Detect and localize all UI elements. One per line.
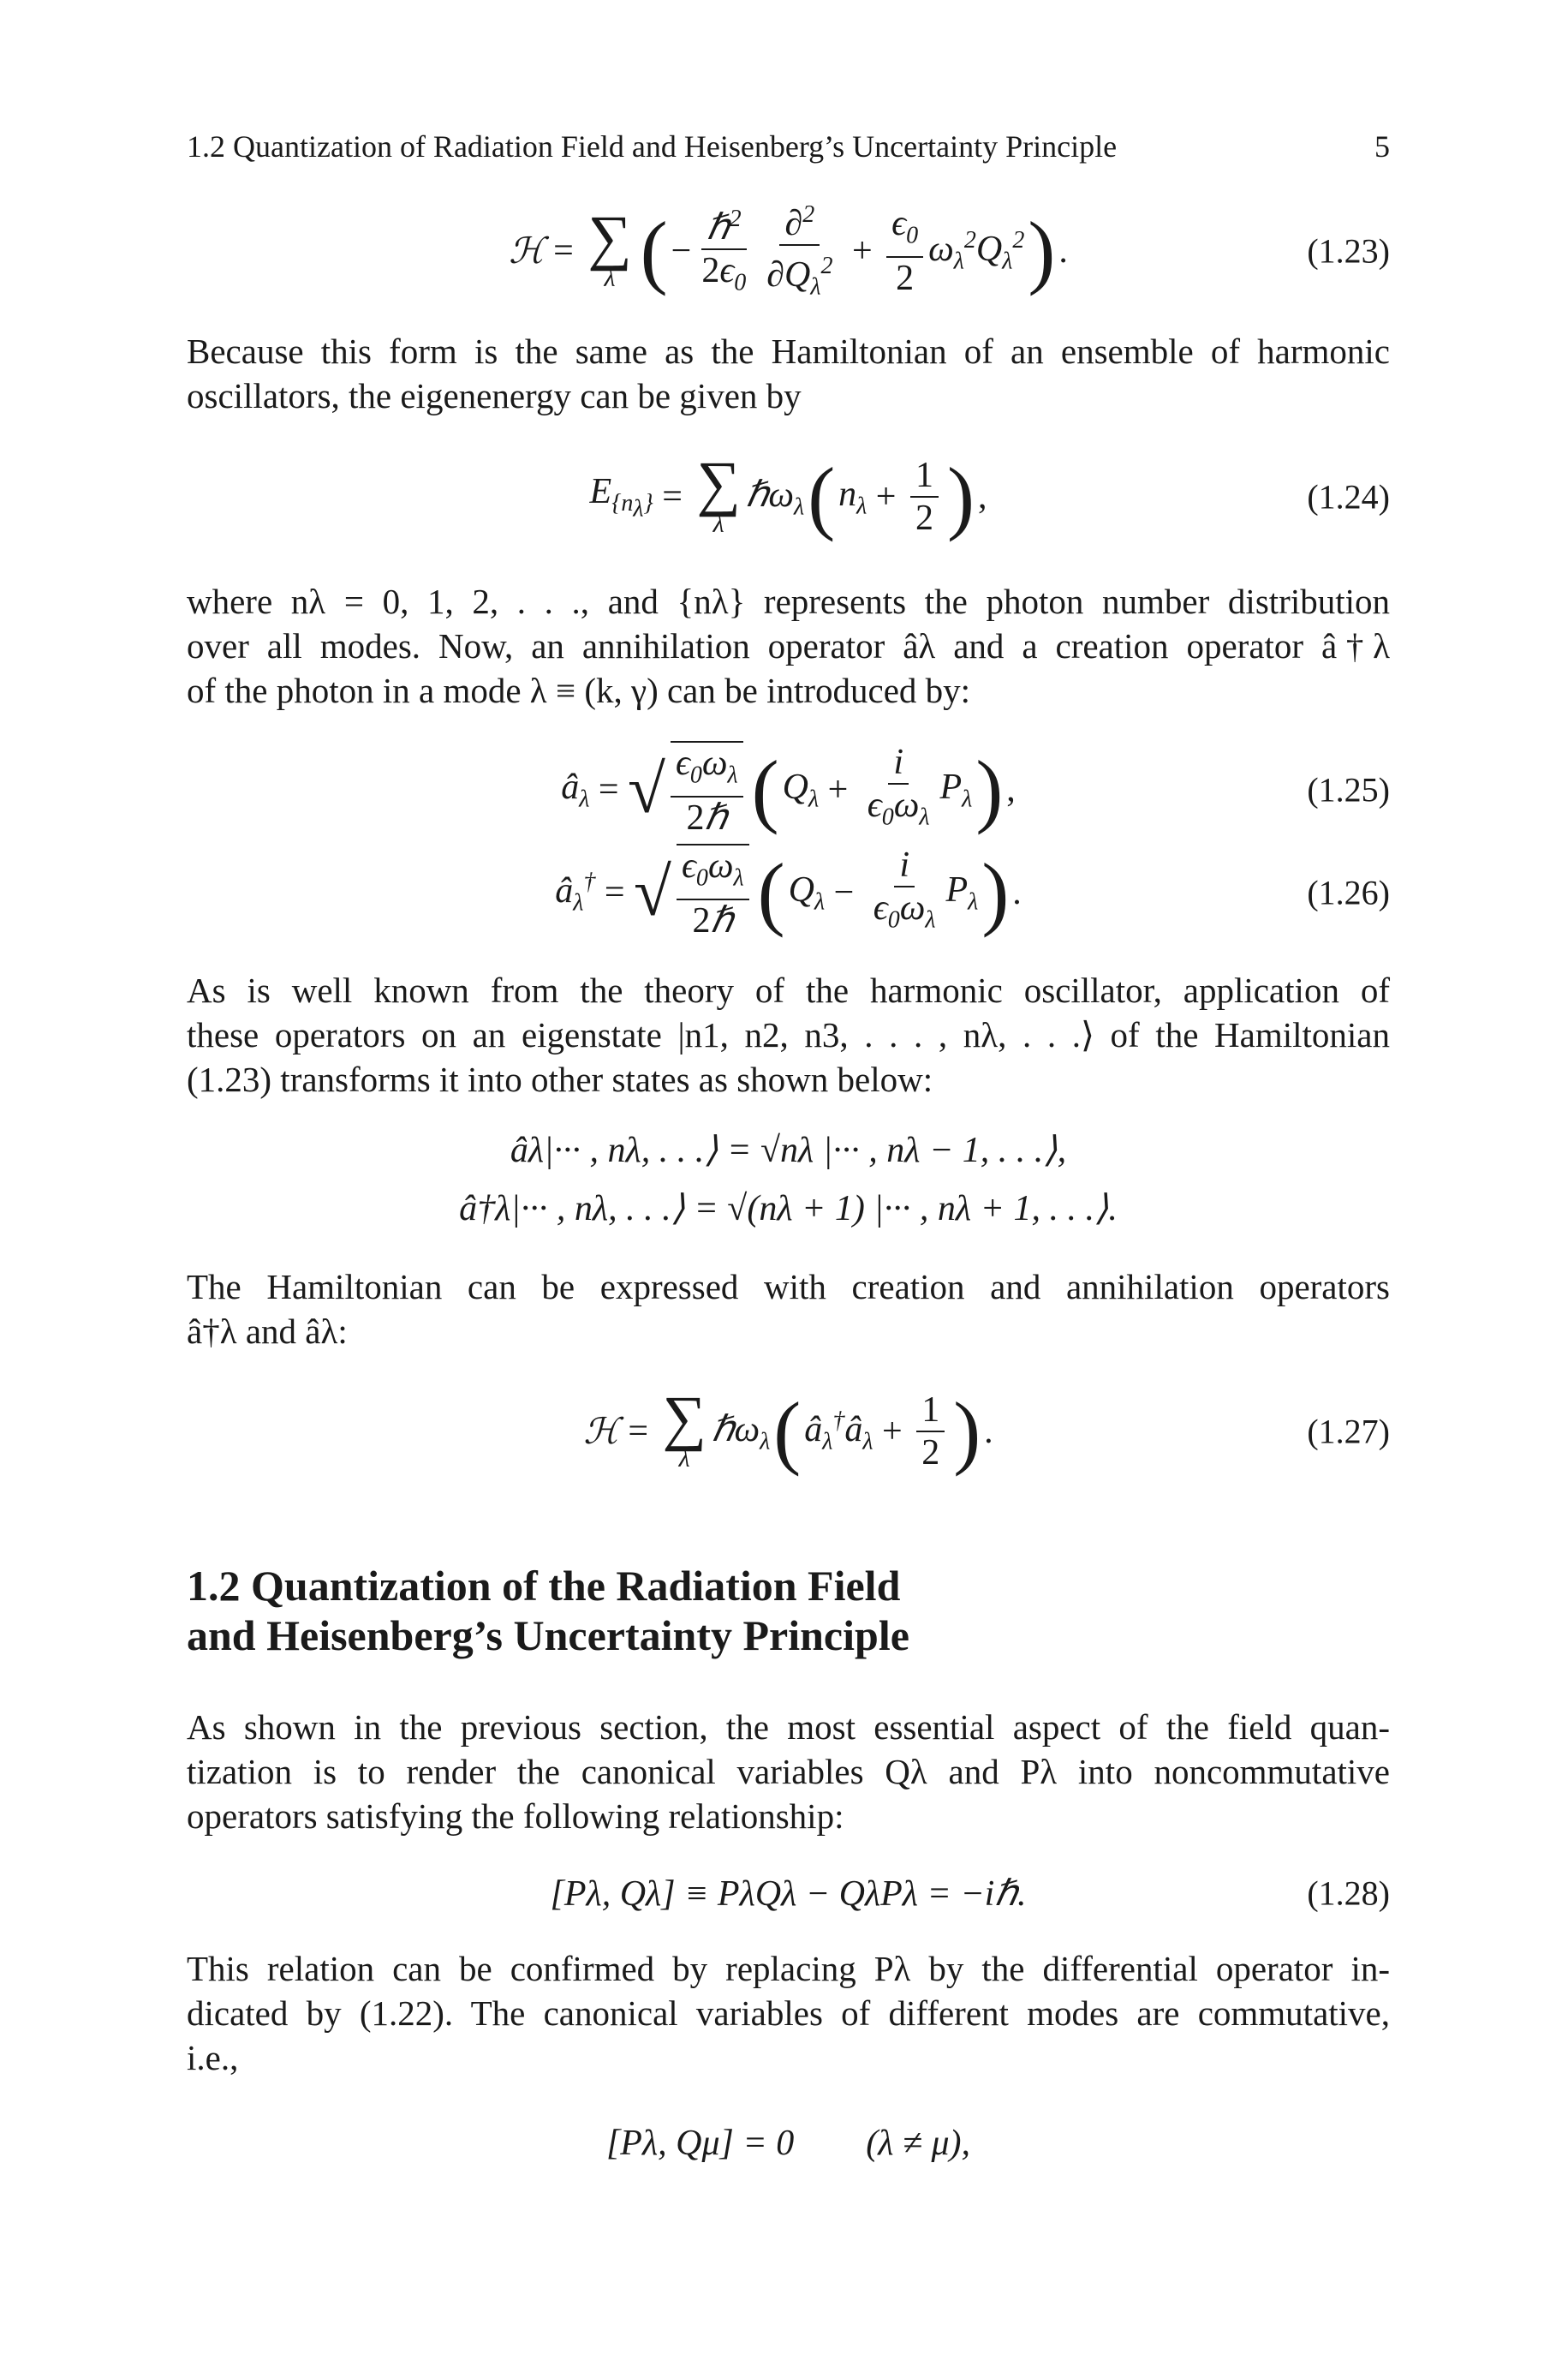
- running-head: [187, 128, 1390, 164]
- paragraph-2-line-1: where nλ = 0, 1, 2, . . ., and {nλ} represents the photon number distribution: [187, 582, 1390, 621]
- paragraph-2: [187, 579, 1390, 713]
- equation-commutator-body: [Pλ, Qμ] = 0 (λ ≠ μ),: [605, 2124, 971, 2163]
- equation-1-28: [187, 1866, 1390, 1921]
- page-number: 5: [1374, 129, 1390, 164]
- paragraph-6-line-1: This relation can be confirmed by replacing Pλ by the differential operator in-: [187, 1949, 1390, 1988]
- equation-1-26-body: $â_\lambda^\dagger$ = √ $\frac{\epsilon_0\omega_\lambda}{\text{2ℏ}}$ ( $Q_\lambda$ − $\frac{i}{\epsilon_0\omega_\lambda}$ $P_\lambda$ ) .: [555, 845, 1022, 941]
- paragraph-5-line-2: tization is to render the canonical variables Qλ and Pλ into noncommutative: [187, 1752, 1390, 1791]
- paragraph-1-line-1: Because this form is the same as the Hamiltonian of an ensemble of harmonic: [187, 332, 1390, 371]
- running-head-title: 1.2 Quantization of Radiation Field and Heisenberg’s Uncertainty Principle: [187, 129, 1118, 164]
- paragraph-5-line-3: operators satisfying the following relationship:: [187, 1796, 844, 1836]
- equation-1-27: [187, 1376, 1390, 1487]
- paragraph-3: [187, 968, 1390, 1102]
- paragraph-6-line-3: i.e.,: [187, 2038, 239, 2077]
- paragraph-6-line-2: dicated by (1.22). The canonical variables of different modes are commutative,: [187, 1993, 1390, 2033]
- paragraph-1-line-2: oscillators, the eigenenergy can be given by: [187, 376, 802, 415]
- paragraph-2-line-2: over all modes. Now, an annihilation operator âλ and a creation operator â†λ: [187, 626, 1390, 666]
- equation-1-24-body: $E_{\{n_\lambda\}}$ = ∑ λ ℏω$_\lambda$ ( $n_\lambda$ + $\frac{1}{2}$ ) ,: [589, 449, 987, 542]
- equation-ladder-2-body: â†λ|··· , nλ, . . .⟩ = √(nλ + 1) |··· , nλ + 1, . . .⟩.: [459, 1189, 1118, 1228]
- paragraph-5: [187, 1705, 1390, 1838]
- equation-1-24: [187, 441, 1390, 553]
- paragraph-4: [187, 1264, 1390, 1353]
- equation-1-23-body: ℋ = ∑ λ ( − $\frac{\hbar^2}{2\epsilon_0}$ $\frac{\partial^2}{\partial Q_\lambda^2}$ + $\frac{\epsilon_0}{2}$ $\omega_\lambda^2Q_\lambda^2$ ) .: [187, 195, 1390, 307]
- equation-1-28-body: [Pλ, Qλ] ≡ PλQλ − QλPλ = −iℏ.: [550, 1874, 1027, 1914]
- paragraph-6: [187, 1946, 1390, 2080]
- equation-1-25-number: (1.25): [1307, 770, 1390, 810]
- equation-commutator: [187, 2116, 1390, 2171]
- equation-ladder-1-body: âλ|··· , nλ, . . .⟩ = √nλ |··· , nλ − 1, . . .⟩,: [510, 1131, 1067, 1170]
- section-heading-line-1: 1.2 Quantization of the Radiation Field: [187, 1562, 901, 1610]
- equation-1-27-body: ℋ = ∑ λ ℏω$_\lambda$ ( $â_\lambda^\dagger â_\lambda$ + $\frac{1}{2}$ ) .: [583, 1383, 993, 1477]
- equation-1-28-number: (1.28): [1307, 1873, 1390, 1913]
- equation-1-25: [187, 738, 1390, 841]
- paragraph-3-line-2: these operators on an eigenstate |n1, n2, n3, . . . , nλ, . . .⟩ of the Hamiltonian: [187, 1015, 1390, 1055]
- paragraph-1: [187, 329, 1390, 418]
- section-heading-line-2: and Heisenberg’s Uncertainty Principle: [187, 1611, 909, 1659]
- paragraph-4-line-1: The Hamiltonian can be expressed with creation and annihilation operators: [187, 1267, 1390, 1306]
- equation-1-27-number: (1.27): [1307, 1412, 1390, 1451]
- equation-1-24-number: (1.24): [1307, 477, 1390, 517]
- paragraph-3-line-3: (1.23) transforms it into other states as shown below:: [187, 1060, 933, 1099]
- equation-ladder-1: [187, 1124, 1390, 1175]
- paragraph-5-line-1: As shown in the previous section, the most essential aspect of the field quan-: [187, 1707, 1390, 1747]
- paragraph-4-line-2: â†λ and âλ:: [187, 1311, 348, 1351]
- equation-1-25-body: $â_\lambda$ = √ $\frac{\epsilon_0\omega_\lambda}{\text{2ℏ}}$ ( $Q_\lambda$ + $\frac{i}{\epsilon_0\omega_\lambda}$ $P_\lambda$ ) ,: [561, 742, 1016, 839]
- section-heading: [187, 1561, 1390, 1660]
- equation-ladder-2: [187, 1182, 1390, 1234]
- paragraph-3-line-1: As is well known from the theory of the harmonic oscillator, application of: [187, 971, 1390, 1010]
- equation-1-23: [187, 195, 1390, 307]
- equation-1-26-number: (1.26): [1307, 873, 1390, 912]
- paragraph-2-line-3: of the photon in a mode λ ≡ (k, γ) can be introduced by:: [187, 671, 971, 710]
- equation-1-26: [187, 841, 1390, 944]
- equation-1-23-number: (1.23): [1307, 231, 1390, 271]
